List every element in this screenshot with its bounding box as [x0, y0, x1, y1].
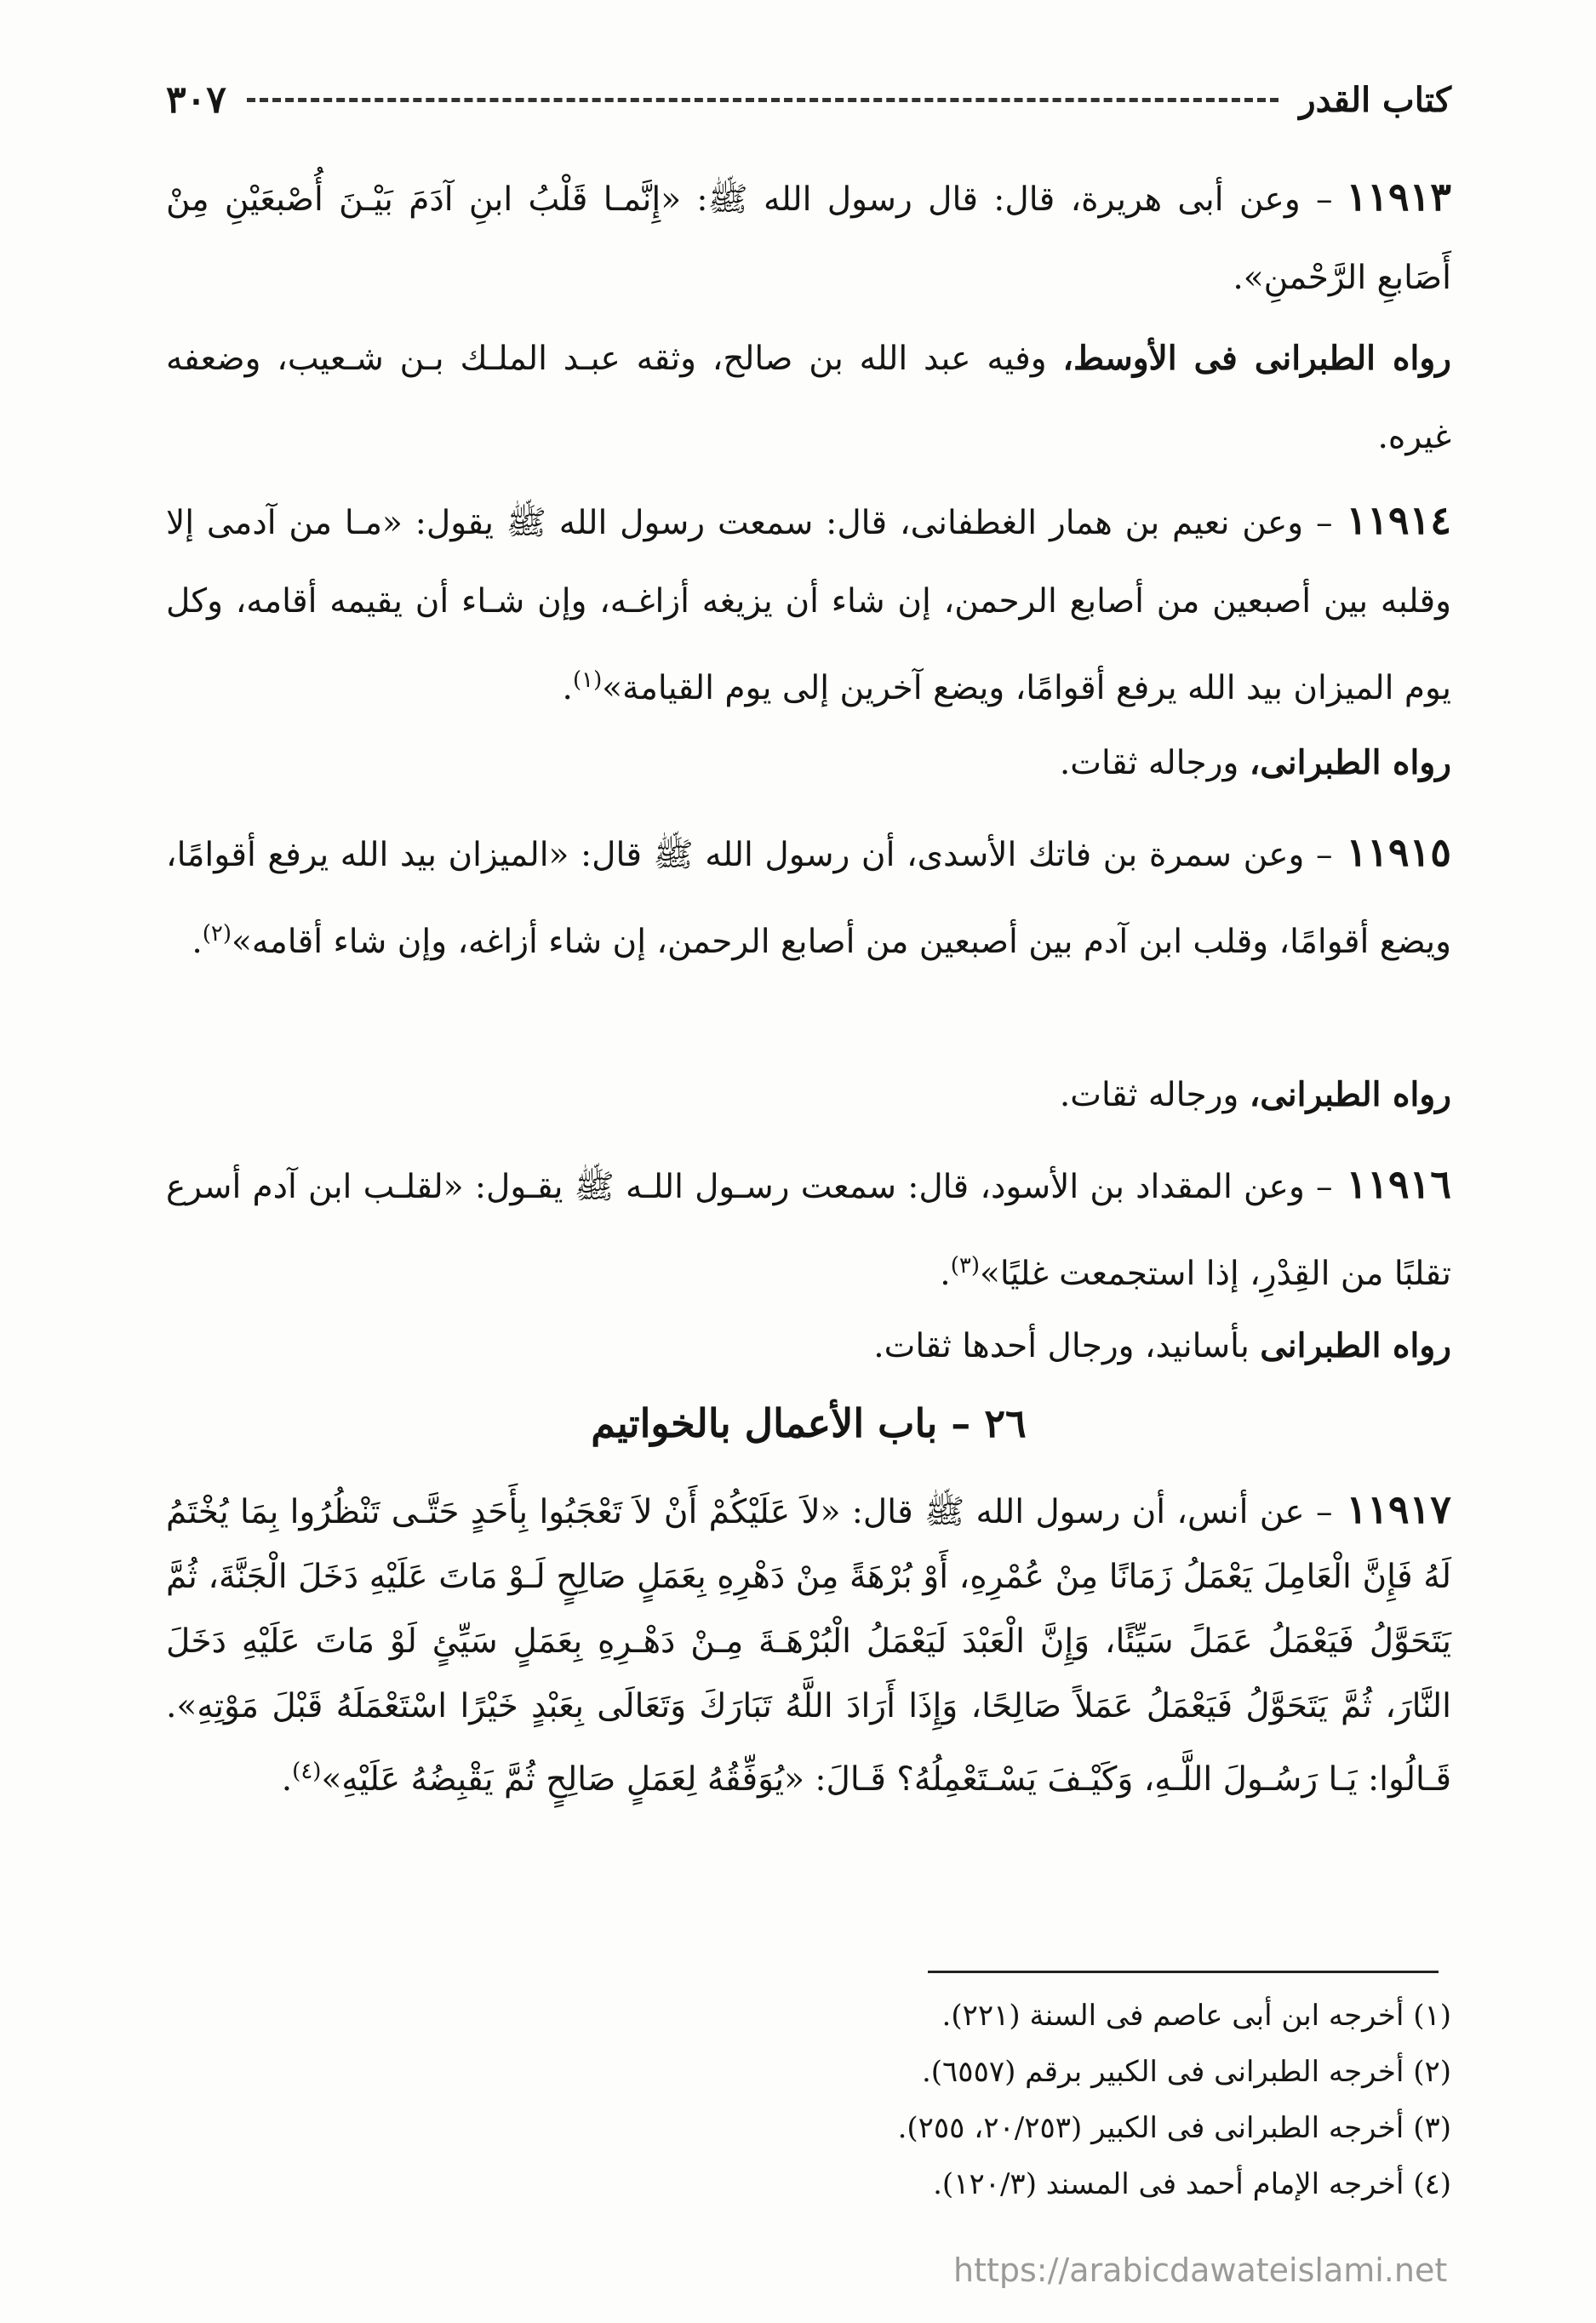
source-text: وفيه عبد الله بن صالح، وثقه عبـد الملـك بـن شـعيب، وضعفه غيره. [166, 340, 1451, 456]
hadith-text-block: ١١٩١٦– وعن المقداد بن الأسود، قال: سمعت رسـول اللـه ﷺ يقـول: «لقلـب ابن آدم أسرع تقلبًا من القِدْرِ، إذا استجمعت غليًا»$^{(٣)}$. [166, 1161, 1451, 1293]
source-bold: رواه الطبرانى، [1249, 743, 1451, 782]
watermark-url: https://arabicdawateislami.net [953, 2251, 1448, 2289]
chapter-heading: ٢٦ – باب الأعمال بالخواتيم [591, 1400, 1027, 1446]
hadith-number: ١١٩١٤ [1346, 497, 1451, 543]
hadith-source [166, 1307, 1451, 1386]
hadith-text: – وعن سمرة بن فاتك الأسدى، أن رسول الله ﷺ قال: «الميزان بيد الله يرفع أقوامًا، ويضع أقوامًا، وقلب ابن آدم بين أصبعين من أصابع الرحمن، إن شاء أزاغه، وإن شاء أقامه» [166, 836, 1451, 961]
footnote-ref: (١) [572, 667, 603, 693]
hadith-number: ١١٩١٥ [1346, 829, 1451, 875]
footnote-item: (١) أخرجه ابن أبى عاصم فى السنة (٢٢١). [941, 1999, 1451, 2033]
hadith-text-block [166, 157, 1451, 318]
hadith-text: – وعن نعيم بن همار الغطفانى، قال: سمعت رسول الله ﷺ يقول: «مـا من آدمى إلا وقلبه بين أصبعين من أصابع الرحمن، إن شاء أن يزيغه أزاغـه، وإن شـاء أن يقيمه أقامه، وكل يوم الميزان بيد الله يرفع أقوامًا، ويضع آخرين إلى يوم القيامة» [166, 504, 1451, 707]
footnote-ref: (٣) [950, 1253, 980, 1279]
hadith-text: – عن أنس، أن رسول الله ﷺ قال: «لاَ عَلَيْكُمْ أَنْ لاَ تَعْجَبُوا بِأَحَدٍ حَتَّـى تَنْظُرُوا بِمَا يُخْتَمُ لَهُ فَإِنَّ الْعَامِلَ يَعْمَلُ زَمَانًا مِنْ عُمْرِهِ، أَوْ بُرْهَةً مِنْ دَهْرِهِ بِعَمَلٍ صَالِحٍ لَـوْ مَاتَ عَلَيْهِ دَخَلَ الْجَنَّةَ، ثُمَّ يَتَحَوَّلُ فَيَعْمَلُ عَمَلً سَيِّئًا، وَإِنَّ الْعَبْدَ لَيَعْمَلُ الْبُرْهَـةَ مِـنْ دَهْـرِهِ بِعَمَلٍ سَيِّئٍ لَوْ مَاتَ عَلَيْهِ دَخَلَ النَّارَ، ثُمَّ يَتَحَوَّلُ فَيَعْمَلُ عَمَلاً صَالِحًا، وَإِذَا أَرَادَ اللَّهُ تَبَارَكَ وَتَعَالَى بِعَبْدٍ خَيْرًا اسْتَعْمَلَهُ قَبْلَ مَوْتِهِ». قَـالُوا: يَـا رَسُـولَ اللَّـهِ، وَكَيْـفَ يَسْـتَعْمِلُهُ؟ قَـالَ: «يُوَفِّقُهُ لِعَمَلٍ صَالِحٍ ثُمَّ يَقْبِضُهُ عَلَيْهِ» [166, 1493, 1451, 1799]
source-bold: رواه الطبرانى [1260, 1326, 1451, 1365]
hadith-source [166, 319, 1451, 477]
hadith-text-block: ١١٩١٤– وعن نعيم بن همار الغطفانى، قال: سمعت رسول الله ﷺ يقول: «مـا من آدمى إلا وقلبه بين أصبعين من أصابع الرحمن، إن شاء أن يزيغه أزاغـه، وإن شـاء أن يقيمه أقامه، وكل يوم الميزان بيد الله يرفع أقوامًا، ويضع آخرين إلى يوم القيامة»$^{(١)}$. [166, 497, 1451, 707]
hadith-text: – وعن أبى هريرة، قال: قال رسول الله ﷺ: «إِنَّمـا قَلْبُ ابنِ آدَمَ بَيْـنَ أُصْبعَيْنِ مِنْ أَصَابعِ الرَّحْمنِ». [166, 180, 1451, 297]
footnote-ref: (٤) [292, 1759, 322, 1784]
footnotes [166, 1988, 1451, 2212]
hadith-entry [166, 157, 1451, 318]
hadith-text-block: ١١٩١٧– عن أنس، أن رسول الله ﷺ قال: «لاَ عَلَيْكُمْ أَنْ لاَ تَعْجَبُوا بِأَحَدٍ حَتَّـى تَنْظُرُوا بِمَا يُخْتَمُ لَهُ فَإِنَّ الْعَامِلَ يَعْمَلُ زَمَانًا مِنْ عُمْرِهِ، أَوْ بُرْهَةً مِنْ دَهْرِهِ بِعَمَلٍ صَالِحٍ لَـوْ مَاتَ عَلَيْهِ دَخَلَ الْجَنَّةَ، ثُمَّ يَتَحَوَّلُ فَيَعْمَلُ عَمَلً سَيِّئًا، وَإِنَّ الْعَبْدَ لَيَعْمَلُ الْبُرْهَـةَ مِـنْ دَهْـرِهِ بِعَمَلٍ سَيِّئٍ لَوْ مَاتَ عَلَيْهِ دَخَلَ النَّارَ، ثُمَّ يَتَحَوَّلُ فَيَعْمَلُ عَمَلاً صَالِحًا، وَإِذَا أَرَادَ اللَّهُ تَبَارَكَ وَتَعَالَى بِعَبْدٍ خَيْرًا اسْتَعْمَلَهُ قَبْلَ مَوْتِهِ». قَـالُوا: يَـا رَسُـولَ اللَّـهِ، وَكَيْـفَ يَسْـتَعْمِلُهُ؟ قَـالَ: «يُوَفِّقُهُ لِعَمَلٍ صَالِحٍ ثُمَّ يَقْبِضُهُ عَلَيْهِ»$^{(٤)}$. [166, 1486, 1451, 1799]
footnote-item: (٢) أخرجه الطبرانى فى الكبير برقم (٦٥٥٧). [921, 2055, 1451, 2089]
book-title: كتاب القدر [1299, 79, 1451, 120]
page-number: ٣٠٧ [166, 77, 226, 122]
footnote-rule [928, 1971, 1439, 1973]
hadith-entry [166, 1145, 1451, 1313]
header-divider [247, 98, 1279, 102]
footnote-item: (٤) أخرجه الإمام أحمد فى المسند (١٢٠/٣). [933, 2167, 1451, 2201]
hadith-entry [166, 813, 1451, 981]
footnote-item: (٣) أخرجه الطبرانى فى الكبير (٢٠/٢٥٣، ٢٥٥). [897, 2111, 1451, 2145]
source-text: بأسانيد، ورجال أحدها ثقات. [873, 1327, 1261, 1365]
hadith-entry [166, 1477, 1451, 1812]
source-bold: رواه الطبرانى فى الأوسط، [1062, 339, 1451, 378]
hadith-text: – وعن المقداد بن الأسود، قال: سمعت رسـول اللـه ﷺ يقـول: «لقلـب ابن آدم أسرع تقلبًا من القِدْرِ، إذا استجمعت غليًا» [166, 1168, 1451, 1293]
hadith-number: ١١٩١٦ [1346, 1161, 1451, 1207]
hadith-text-block: ١١٩١٥– وعن سمرة بن فاتك الأسدى، أن رسول الله ﷺ قال: «الميزان بيد الله يرفع أقوامًا، ويضع أقوامًا، وقلب ابن آدم بين أصبعين من أصابع الرحمن، إن شاء أزاغه، وإن شاء أقامه»$^{(٢)}$. [166, 829, 1451, 961]
hadith-number: ١١٩١٧ [1346, 1486, 1451, 1532]
hadith-source [166, 1056, 1451, 1135]
footnote-ref: (٢) [202, 921, 232, 947]
hadith-source [166, 724, 1451, 803]
source-text: ورجاله ثقات. [1059, 744, 1250, 782]
hadith-number: ١١٩١٣ [1346, 174, 1451, 220]
running-header [166, 70, 1451, 129]
source-bold: رواه الطبرانى، [1249, 1075, 1451, 1114]
source-text: ورجاله ثقات. [1059, 1076, 1250, 1114]
hadith-entry [166, 481, 1451, 728]
